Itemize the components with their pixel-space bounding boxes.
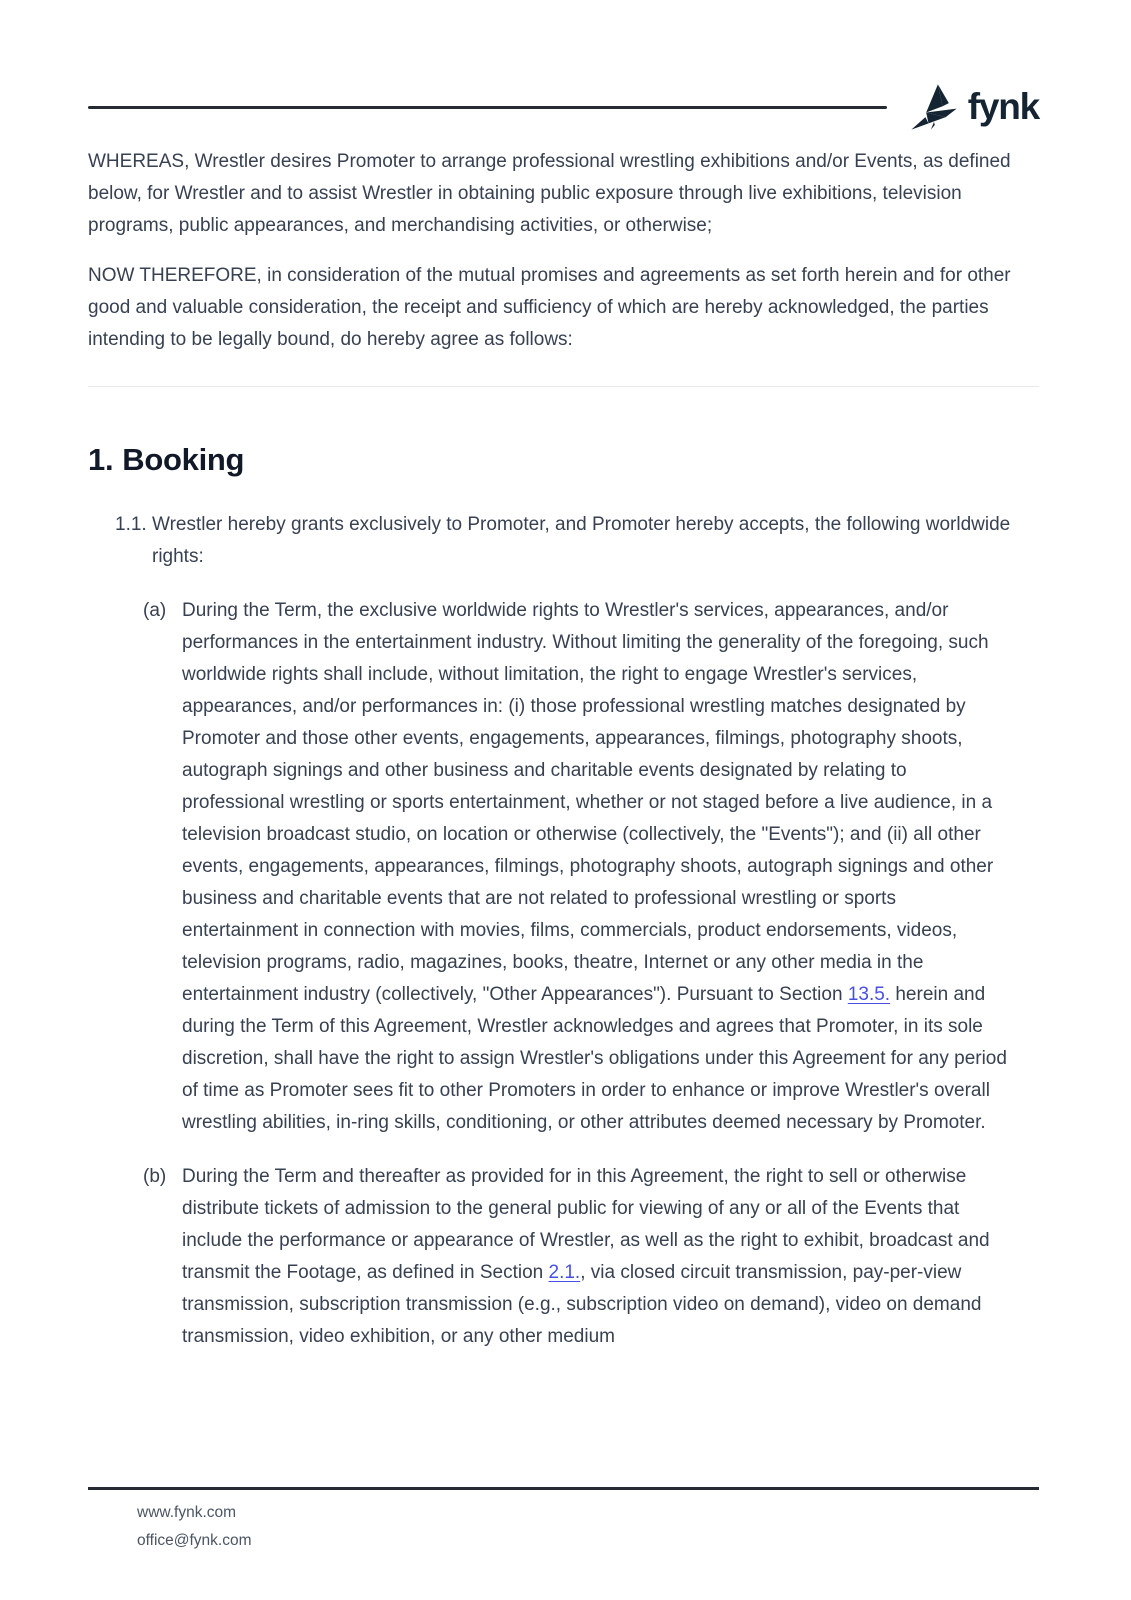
section-title: Booking [122, 442, 245, 477]
subclause-marker: (b) [143, 1166, 167, 1187]
clause-text: Wrestler hereby grants exclusively to Promoter, and Promoter hereby accepts, the following worldwide rights: [152, 514, 1011, 567]
footer-email-link[interactable]: office@fynk.com [137, 1532, 252, 1549]
document-body [88, 146, 1039, 1353]
subclause-a-text-before: During the Term, the exclusive worldwide rights to Wrestler's services, appearances, and/or performances in the entertainment industry. Without limiting the generality of the foregoing, such worldwide rights shall include, without limitation, the right to engage Wrestler's services, appearances, and/or performances in: (i) those professional wrestling matches designated by Promoter and those other events, engagements, appearances, filmings, photography shoots, autograph signings and other business and charitable events designated by relating to professional wrestling or sports entertainment, whether or not staged before a live audience, in a television broadcast studio, on location or otherwise (collectively, the "Events"); and (ii) all other events, engagements, appearances, filmings, photography shoots, autograph signings and other business and charitable events that are not related to professional wrestling or sports entertainment in connection with movies, films, commercials, product endorsements, videos, television programs, radio, magazines, books, theatre, Internet or any other media in the entertainment industry (collectively, "Other Appearances"). Pursuant to Section [182, 600, 994, 1005]
header [88, 0, 1039, 134]
origami-bird-icon [909, 83, 959, 131]
subclause-marker: (a) [143, 600, 167, 621]
subclause-a [143, 595, 1039, 1139]
footer-website-link[interactable]: www.fynk.com [137, 1504, 237, 1521]
clause-number: 1.1. [115, 514, 147, 535]
fynk-logo [909, 83, 1039, 131]
now-therefore-paragraph: NOW THEREFORE, in consideration of the mutual promises and agreements as set forth herein and for other good and valuable consideration, the receipt and sufficiency of which are hereby acknowledged, the parties intending to be legally bound, do hereby agree as follows: [88, 265, 1011, 350]
subclause-b-text-after: , via closed circuit transmission, pay-per-view transmission, subscription transmission (e.g., subscription video on demand), video on demand transmission, video exhibition, or any other medium [182, 1262, 982, 1347]
subclause-text [182, 595, 1014, 1139]
header-rule [88, 106, 887, 109]
clause-1-1 [115, 509, 1039, 573]
whereas-paragraph: WHEREAS, Wrestler desires Promoter to arrange professional wrestling exhibitions and/or Events, as defined below, for Wrestler and to assist Wrestler in obtaining public exposure through live exhibitions, television programs, public appearances, and merchandising activities, or otherwise; [88, 151, 1011, 236]
subclause-b [143, 1161, 1039, 1353]
footer-links [88, 1490, 1039, 1555]
brand-wordmark: fynk [967, 86, 1039, 127]
section-heading [88, 441, 1039, 479]
subclause-a-text-after: herein and during the Term of this Agreement, Wrestler acknowledges and agrees that Promoter, in its sole discretion, shall have the right to assign Wrestler's obligations under this Agreement for any period of time as Promoter sees fit to other Promoters in order to enhance or improve Wrestler's overall wrestling abilities, in-ring skills, conditioning, or other attributes deemed necessary by Promoter. [182, 984, 1007, 1133]
section-13-5-link[interactable]: 13.5. [847, 984, 891, 1005]
section-number: 1. [88, 442, 114, 477]
subclause-b-text-before: During the Term and thereafter as provided for in this Agreement, the right to sell or otherwise distribute tickets of admission to the general public for viewing of any or all of the Events that include the performance or appearance of Wrestler, as well as the right to exhibit, broadcast and transmit the Footage, as defined in Section [182, 1166, 990, 1283]
section-divider [88, 386, 1039, 387]
subclause-text [182, 1161, 1014, 1353]
section-2-1-link[interactable]: 2.1. [548, 1262, 581, 1283]
footer [88, 1487, 1039, 1555]
